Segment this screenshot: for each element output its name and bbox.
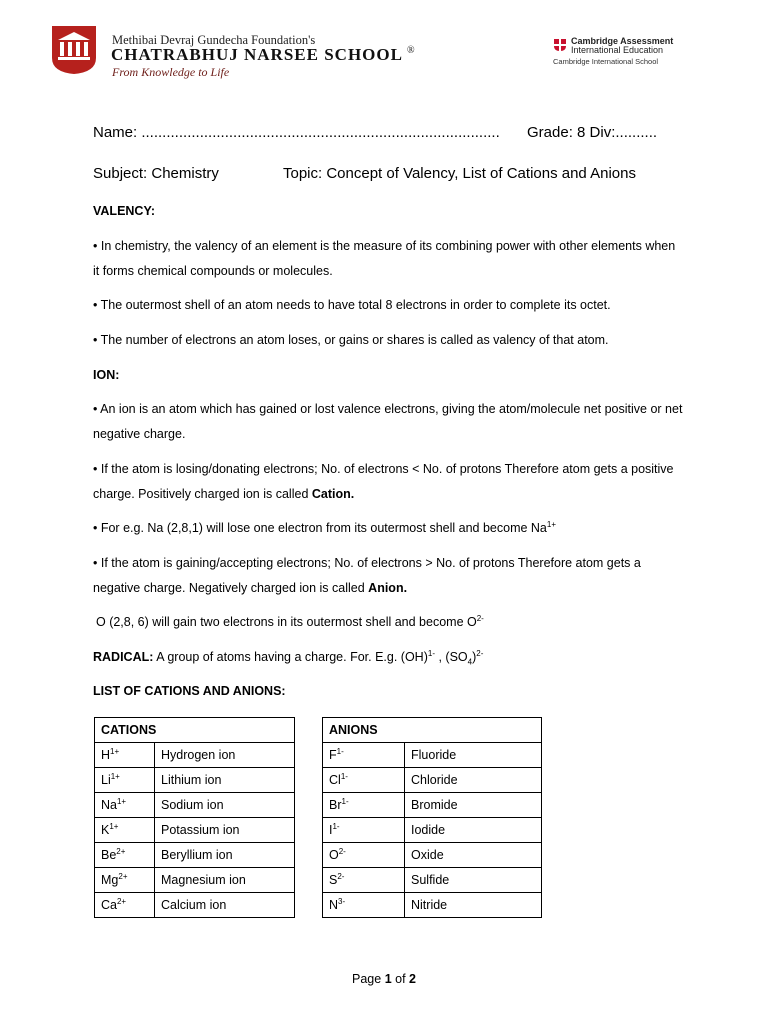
table-row: [323, 843, 542, 868]
ion-symbol: $F^{1-}$: [323, 743, 405, 768]
name-grade-line: [93, 124, 658, 141]
grade-div-field: Grade: 8 Div:..........: [527, 124, 658, 141]
cations-header: CATIONS: [95, 718, 295, 743]
ion-name: Magnesium ion: [155, 868, 295, 893]
table-row: [323, 793, 542, 818]
valency-heading: VALENCY:: [93, 204, 156, 218]
ion-name: Sodium ion: [155, 793, 295, 818]
ion-symbol: $N^{3-}$: [323, 893, 405, 918]
school-logo-icon: [48, 24, 100, 76]
subject-label: Subject: Chemistry: [93, 165, 219, 182]
anions-table: [322, 717, 542, 918]
registered-mark: ®: [406, 45, 416, 57]
cation-term: Cation.: [311, 486, 355, 501]
ion-name: Chloride: [405, 768, 542, 793]
subject-topic-line: [93, 165, 636, 182]
cambridge-line-3: Cambridge International School: [553, 57, 659, 66]
ion-symbol: $H^{1+}$: [95, 743, 155, 768]
list-heading: LIST OF CATIONS AND ANIONS:: [93, 684, 286, 698]
ion-symbol: $K^{1+}$: [95, 818, 155, 843]
ion-name: Sulfide: [405, 868, 542, 893]
valency-point-3: • The number of electrons an atom loses, or gains or shares is called as valency of that atom.: [93, 333, 609, 347]
ion-name: Beryllium ion: [155, 843, 295, 868]
ion-name: Fluoride: [405, 743, 542, 768]
table-row: [323, 868, 542, 893]
table-row: [323, 893, 542, 918]
anion-term: Anion.: [368, 580, 408, 595]
ion-symbol: $Br^{1-}$: [323, 793, 405, 818]
ion-example-oxygen: O (2,8, 6) will gain two electrons in its outermost shell and become $O^{2-}$: [96, 613, 484, 629]
school-name: CHATRABHUJ NARSEE SCHOOL ®: [111, 45, 416, 64]
school-tagline: From Knowledge to Life: [112, 65, 230, 79]
ion-symbol: $Ca^{2+}$: [95, 893, 155, 918]
ion-symbol: $Li^{1+}$: [95, 768, 155, 793]
ion-symbol: $I^{1-}$: [323, 818, 405, 843]
table-row: [95, 818, 295, 843]
valency-point-2: • The outermost shell of an atom needs to have total 8 electrons in order to complete its octet.: [93, 298, 611, 312]
page-footer: Page 1 of 2: [352, 972, 416, 986]
table-row: [95, 793, 295, 818]
ion-name: Calcium ion: [155, 893, 295, 918]
table-row: [323, 743, 542, 768]
ion-point-3: • For e.g. Na (2,8,1) will lose one electron from its outermost shell and become $Na^{1+}$: [93, 519, 557, 535]
name-field: Name: ......................................................................................: [93, 124, 500, 141]
ion-name: Bromide: [405, 793, 542, 818]
anions-header-row: [323, 718, 542, 743]
ion-point-1: • An ion is an atom which has gained or lost valence electrons, giving the atom/molecule net positive or net negative charge.: [93, 402, 683, 441]
ion-symbol: $Mg^{2+}$: [95, 868, 155, 893]
cambridge-line-1: Cambridge Assessment: [571, 36, 674, 46]
anions-header: ANIONS: [323, 718, 542, 743]
cambridge-line-2: International Education: [571, 45, 664, 55]
ion-symbol: $O^{2-}$: [323, 843, 405, 868]
radical-definition: RADICAL: A group of atoms having a charge. For. E.g. (OH)$^{1-}$ , $(SO_4)^{2-}$: [93, 648, 484, 667]
ion-heading: ION:: [93, 368, 120, 382]
ion-symbol: $Na^{1+}$: [95, 793, 155, 818]
valency-point-1: • In chemistry, the valency of an element is the measure of its combining power with other elements when it forms chemical compounds or molecules.: [93, 239, 676, 278]
ion-symbol: $Cl^{1-}$: [323, 768, 405, 793]
ion-point-2: • If the atom is losing/donating electrons; No. of electrons < No. of protons Therefore atom gets a positive charge. Positively charged ion is called Cation.: [93, 462, 674, 501]
ion-symbol: $S^{2-}$: [323, 868, 405, 893]
table-row: [95, 743, 295, 768]
ion-name: Lithium ion: [155, 768, 295, 793]
foundation-name: Methibai Devraj Gundecha Foundation's: [112, 33, 316, 47]
table-row: [95, 768, 295, 793]
ion-name: Hydrogen ion: [155, 743, 295, 768]
table-row: [323, 818, 542, 843]
table-row: [95, 893, 295, 918]
ion-name: Nitride: [405, 893, 542, 918]
ion-symbol: $Be^{2+}$: [95, 843, 155, 868]
ion-point-4: • If the atom is gaining/accepting electrons; No. of electrons > No. of protons Therefore atom gets a negative charge. Negatively charged ion is called Anion.: [93, 556, 641, 595]
cambridge-shield-icon: [553, 38, 567, 52]
table-row: [323, 768, 542, 793]
cations-header-row: [95, 718, 295, 743]
ion-name: Potassium ion: [155, 818, 295, 843]
ion-name: Oxide: [405, 843, 542, 868]
table-row: [95, 843, 295, 868]
topic-label: Topic: Concept of Valency, List of Cations and Anions: [283, 165, 636, 182]
ion-name: Iodide: [405, 818, 542, 843]
cations-table: [94, 717, 295, 918]
table-row: [95, 868, 295, 893]
